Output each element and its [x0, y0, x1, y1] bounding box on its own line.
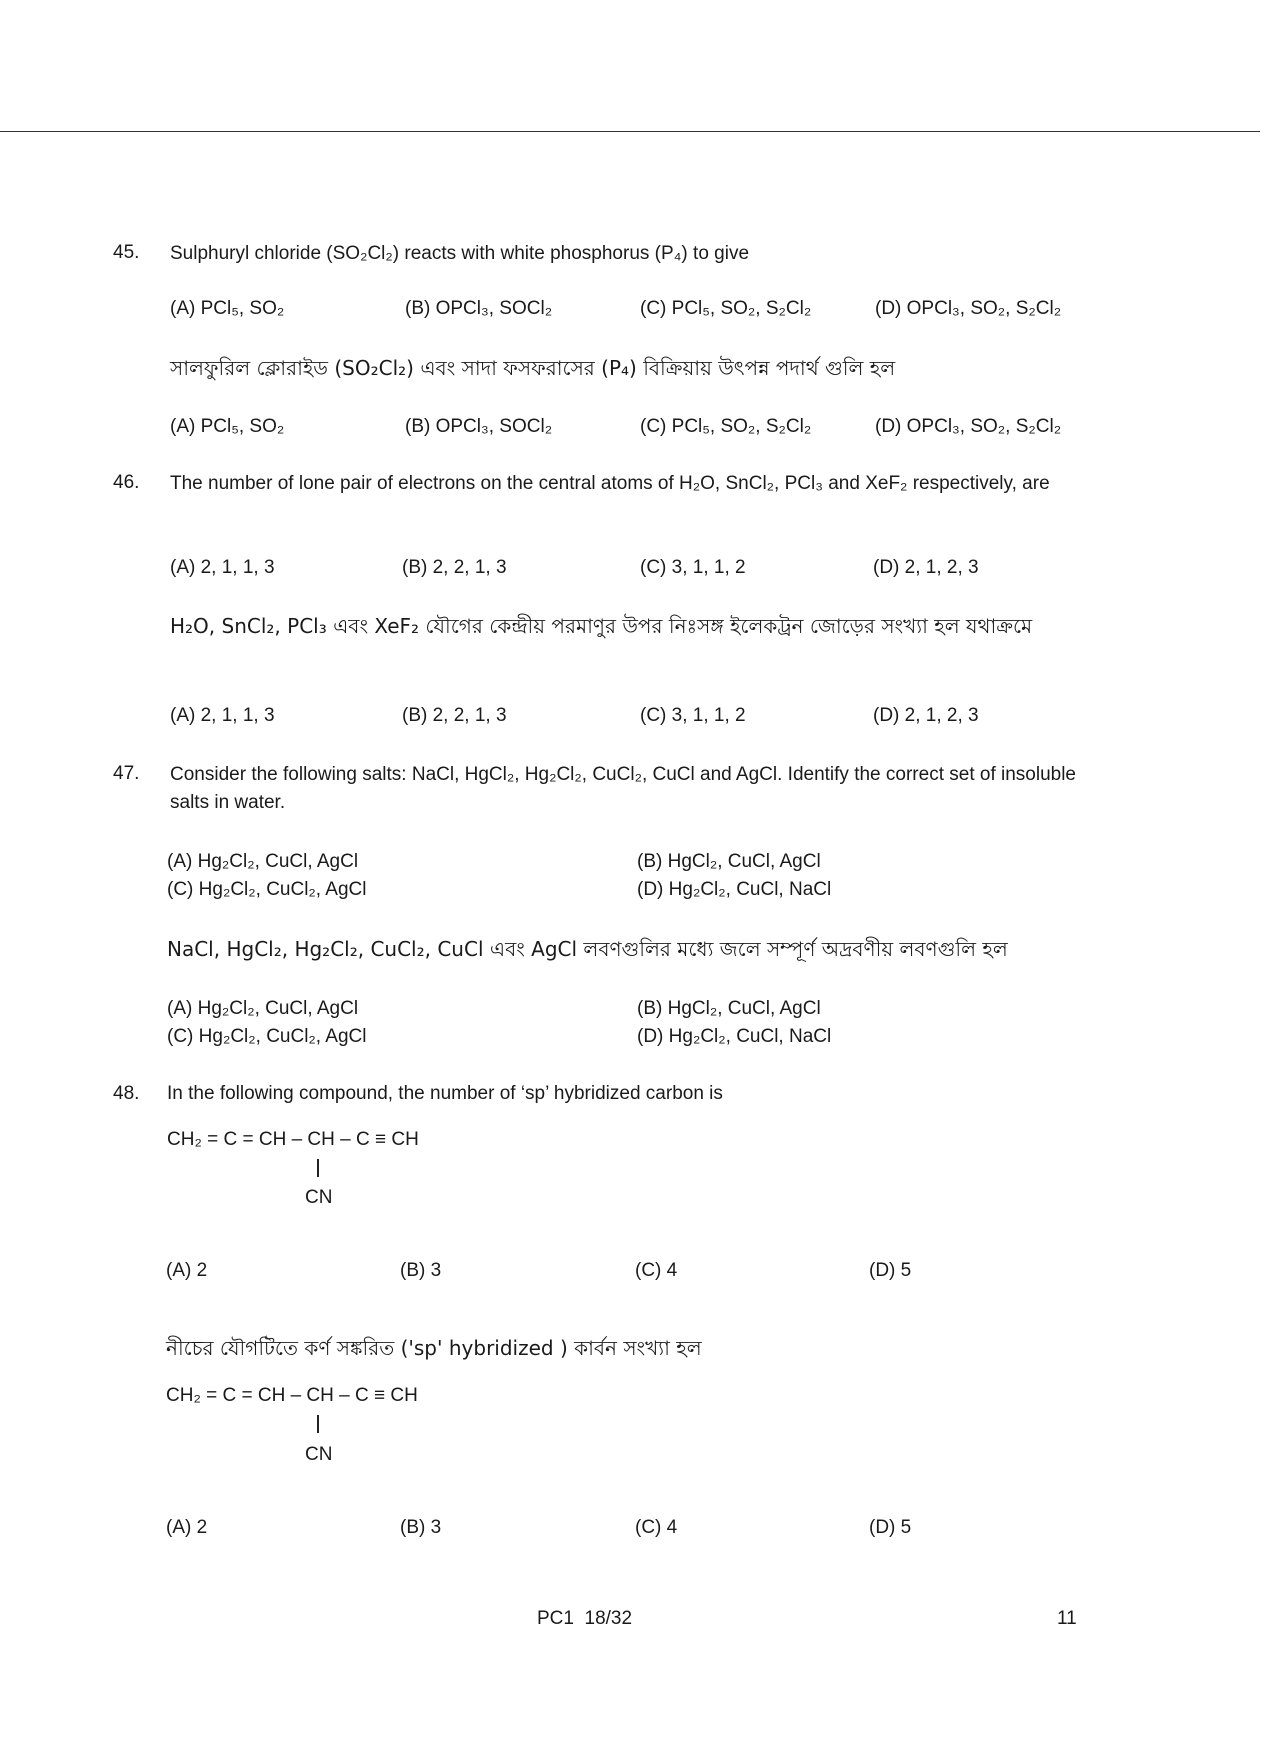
q46-option-c: (C) 3, 1, 1, 2 — [640, 557, 746, 578]
q48-substituent-bond — [317, 1159, 319, 1177]
q48-option-d: (D) 5 — [869, 1260, 912, 1281]
q48-substituent-bengali: CN — [305, 1444, 333, 1465]
q48-option-b-bengali: (B) 3 — [400, 1517, 442, 1538]
q47-option-b-bengali: (B) HgCl₂, CuCl, AgCl — [637, 998, 821, 1019]
q47-option-c: (C) Hg₂Cl₂, CuCl₂, AgCl — [167, 879, 367, 900]
q45-option-c: (C) PCl₅, SO₂, S₂Cl₂ — [640, 298, 812, 319]
q45-option-b-bengali: (B) OPCl₃, SOCl₂ — [405, 416, 553, 437]
page-code: PC1 18/32 — [537, 1608, 633, 1629]
q45-option-d: (D) OPCl₃, SO₂, S₂Cl₂ — [875, 298, 1062, 319]
q47-text-bengali: NaCl, HgCl₂, Hg₂Cl₂, CuCl₂, CuCl এবং AgCl লবণগুলির মধ্যে জলে সম্পূর্ণ অদ্রবণীয় লবণগুলি হল — [167, 937, 1008, 961]
q47-option-a: (A) Hg₂Cl₂, CuCl, AgCl — [167, 851, 359, 872]
q47-number: 47. — [113, 763, 140, 784]
q47-option-d: (D) Hg₂Cl₂, CuCl, NaCl — [637, 879, 832, 900]
q45-option-d-bengali: (D) OPCl₃, SO₂, S₂Cl₂ — [875, 416, 1062, 437]
q45-option-c-bengali: (C) PCl₅, SO₂, S₂Cl₂ — [640, 416, 812, 437]
q46-number: 46. — [113, 472, 140, 493]
page-mark: 11 — [1057, 1608, 1077, 1629]
header-rule — [0, 131, 1260, 132]
q46-text-bengali: H₂O, SnCl₂, PCl₃ এবং XeF₂ যৌগের কেন্দ্রীয় পরমাণুর উপর নিঃসঙ্গ ইলেকট্রন জোড়ের সংখ্যা হল যথাক্রমে — [170, 614, 1033, 638]
q48-substituent: CN — [305, 1187, 333, 1208]
q46-text: The number of lone pair of electrons on the central atoms of H₂O, SnCl₂, PCl₃ and XeF₂ respectively, are — [170, 473, 1050, 494]
q46-option-a: (A) 2, 1, 1, 3 — [170, 557, 275, 578]
q48-option-c-bengali: (C) 4 — [635, 1517, 678, 1538]
q48-formula: CH₂ = C = CH – CH – C ≡ CH — [167, 1129, 419, 1150]
q46-option-d: (D) 2, 1, 2, 3 — [873, 557, 979, 578]
q47-option-c-bengali: (C) Hg₂Cl₂, CuCl₂, AgCl — [167, 1026, 367, 1047]
q45-number: 45. — [113, 242, 140, 263]
q47-option-b: (B) HgCl₂, CuCl, AgCl — [637, 851, 821, 872]
q48-formula-bengali: CH₂ = C = CH – CH – C ≡ CH — [166, 1385, 418, 1406]
q46-option-a-bengali: (A) 2, 1, 1, 3 — [170, 705, 275, 726]
q46-option-b: (B) 2, 2, 1, 3 — [402, 557, 507, 578]
q46-option-d-bengali: (D) 2, 1, 2, 3 — [873, 705, 979, 726]
q47-option-a-bengali: (A) Hg₂Cl₂, CuCl, AgCl — [167, 998, 359, 1019]
q45-text-bengali: সালফুরিল ক্লোরাইড (SO₂Cl₂) এবং সাদা ফসফরাসের (P₄) বিক্রিয়ায় উৎপন্ন পদার্থ গুলি হল — [170, 356, 896, 380]
q48-number: 48. — [113, 1083, 140, 1104]
q45-option-b: (B) OPCl₃, SOCl₂ — [405, 298, 553, 319]
q48-option-a-bengali: (A) 2 — [166, 1517, 208, 1538]
q48-text-bengali: নীচের যৌগটিতে কর্ণ সঙ্করিত ('sp' hybridized ) কার্বন সংখ্যা হল — [166, 1336, 702, 1360]
q48-substituent-bond-bengali — [317, 1415, 319, 1433]
q48-option-b: (B) 3 — [400, 1260, 442, 1281]
q45-text: Sulphuryl chloride (SO₂Cl₂) reacts with white phosphorus (P₄) to give — [170, 243, 750, 264]
q45-option-a: (A) PCl₅, SO₂ — [170, 298, 285, 319]
q47-text: Consider the following salts: NaCl, HgCl₂, Hg₂Cl₂, CuCl₂, CuCl and AgCl. Identify the correct set of insoluble salts in water. — [170, 764, 1076, 813]
q45-option-a-bengali: (A) PCl₅, SO₂ — [170, 416, 285, 437]
q48-option-a: (A) 2 — [166, 1260, 208, 1281]
q48-text: In the following compound, the number of ‘sp’ hybridized carbon is — [167, 1083, 723, 1104]
q46-option-c-bengali: (C) 3, 1, 1, 2 — [640, 705, 746, 726]
q46-option-b-bengali: (B) 2, 2, 1, 3 — [402, 705, 507, 726]
q48-option-c: (C) 4 — [635, 1260, 678, 1281]
q48-option-d-bengali: (D) 5 — [869, 1517, 912, 1538]
q47-option-d-bengali: (D) Hg₂Cl₂, CuCl, NaCl — [637, 1026, 832, 1047]
